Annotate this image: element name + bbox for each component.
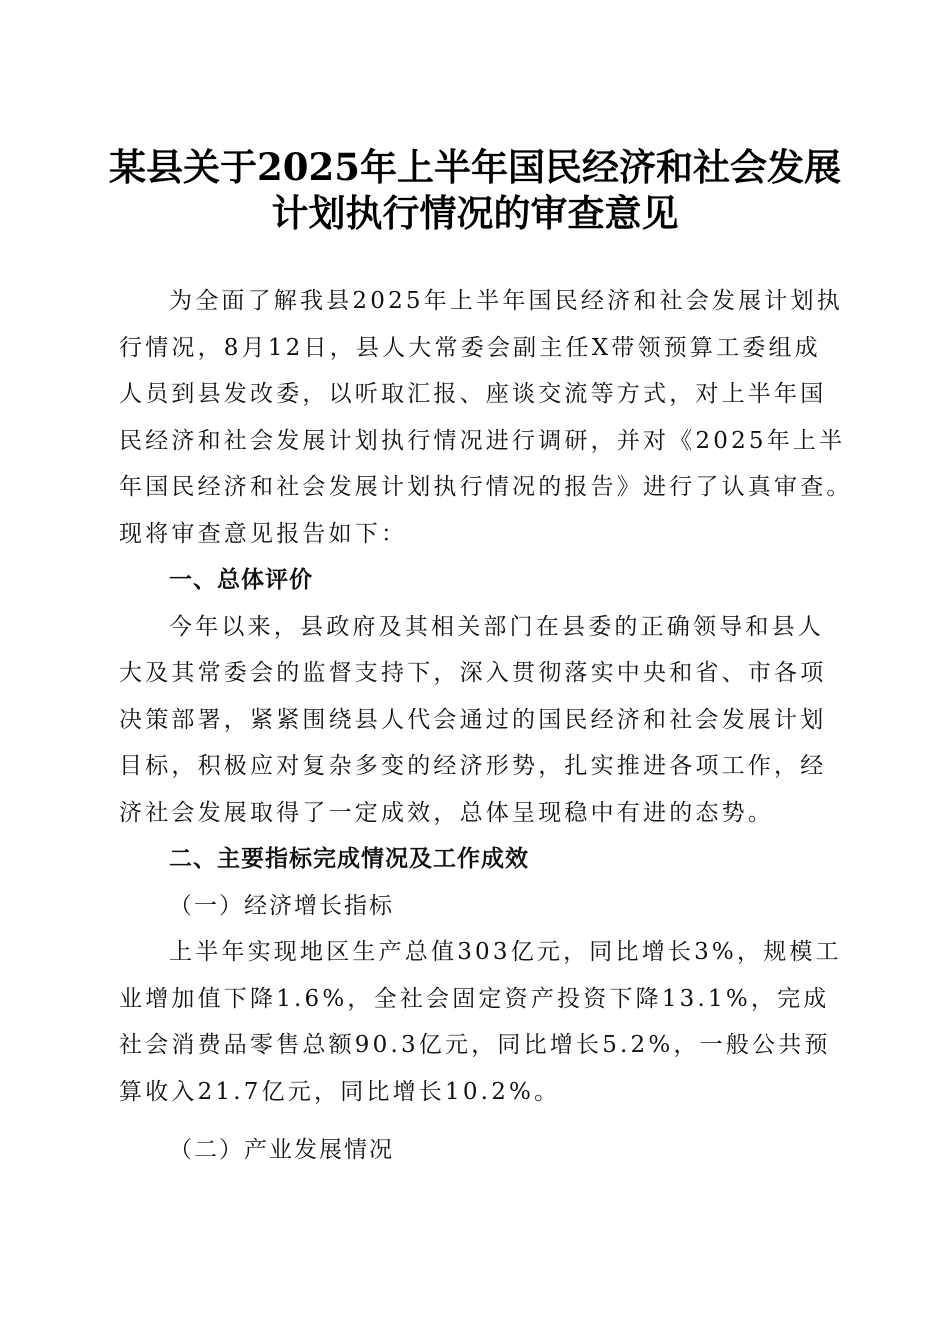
paragraph-line: 济社会发展取得了一定成效，总体呈现稳中有进的态势。 [119,799,774,826]
spacer [119,1115,839,1127]
document-body [119,278,853,1174]
paragraph-line: 业增加值下降1.6%，全社会固定资产投资下降13.1%，完成 [119,985,830,1012]
subsection-heading-industry-development: （二）产业发展情况 [169,1137,394,1163]
paragraph-line: 上半年实现地区生产总值303亿元，同比增长3%，规模工 [169,939,842,965]
paragraph-line: 今年以来，县政府及其相关部门在县委的正确领导和县人 [169,613,824,640]
section-heading-main-indicators: 二、主要指标完成情况及工作成效 [169,846,529,872]
paragraph-line: 决策部署，紧紧围绕县人代会通过的国民经济和社会发展计划 [119,706,827,733]
economic-growth-paragraph [119,929,842,1115]
document-title-line-1: 某县关于2025年上半年国民经济和社会发展 [109,145,841,189]
paragraph-line: 行情况，8月12日，县人大常委会副主任X带领预算工委组成 [119,334,821,361]
subsection-heading-economic-growth: （一）经济增长指标 [169,892,394,919]
paragraph-line: 人员到县发改委，以听取汇报、座谈交流等方式，对上半年国 [119,381,827,407]
paragraph-line: 算收入21.7亿元，同比增长10.2%。 [119,1078,561,1105]
document-title-line-2: 计划执行情况的审查意见 [271,191,679,235]
section-heading-overall-evaluation: 一、总体评价 [169,567,313,593]
paragraph-line: 社会消费品零售总额90.3亿元，同比增长5.2%，一般公共预 [119,1032,831,1058]
paragraph-line: 现将审查意见报告如下： [119,520,408,547]
overall-evaluation-paragraph [119,604,839,837]
paragraph-line: 大及其常委会的监督支持下，深入贯彻落实中央和省、市各项 [119,660,827,686]
paragraph-line: 目标，积极应对复杂多变的经济形势，扎实推进各项工作，经 [119,753,827,779]
paragraph-line: 为全面了解我县2025年上半年国民经济和社会发展计划执 [169,288,843,314]
paragraph-line: 民经济和社会发展计划执行情况进行调研，并对《2025年上半 [119,427,846,454]
paragraph-line: 年国民经济和社会发展计划执行情况的报告》进行了认真审查。 [119,474,853,500]
intro-paragraph [119,278,853,557]
